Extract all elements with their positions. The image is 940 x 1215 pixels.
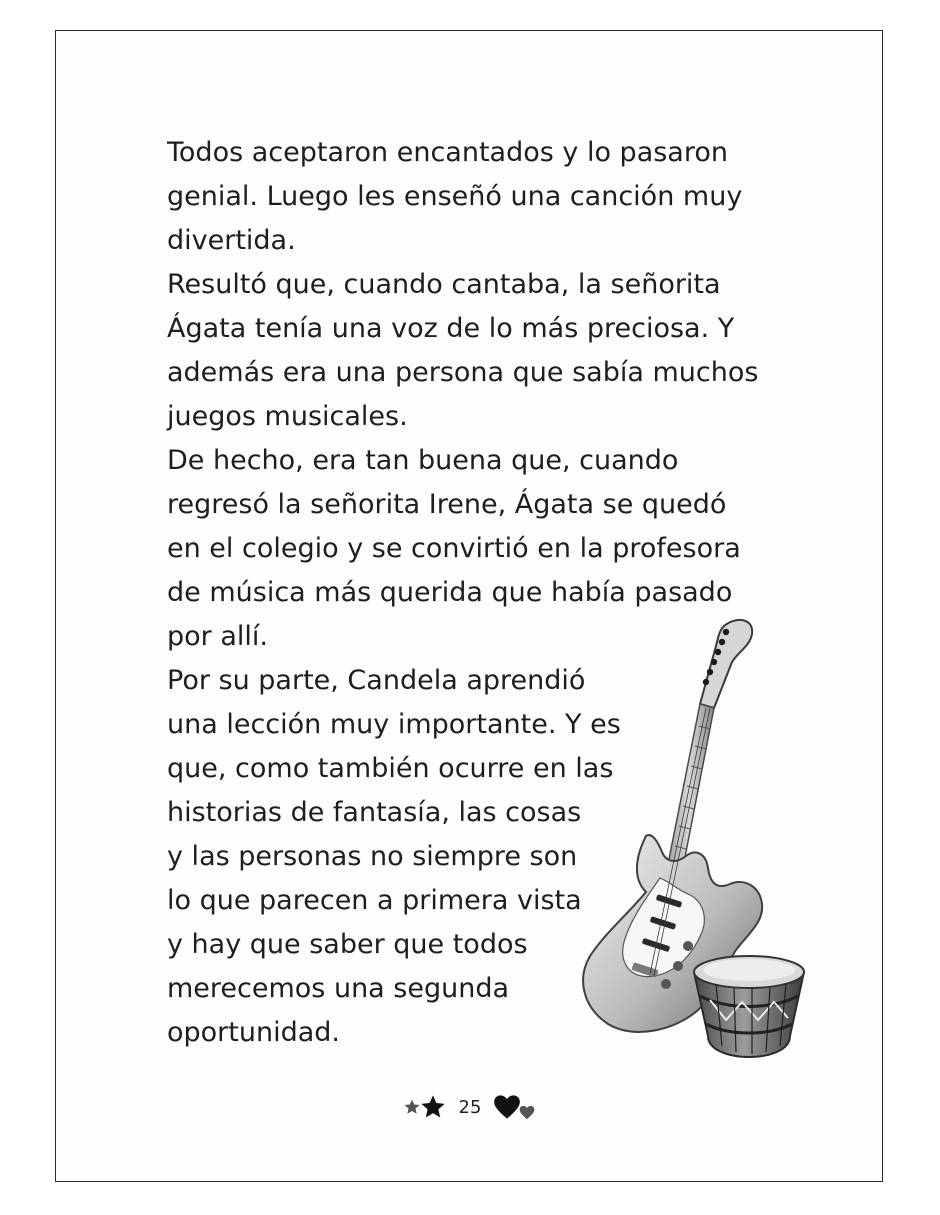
text-line: divertida. xyxy=(167,225,296,256)
text-line: por allí. xyxy=(167,621,268,652)
star-icon xyxy=(419,1093,447,1121)
text-line: de música más querida que había pasado xyxy=(167,577,733,608)
text-line: merecemos una segunda xyxy=(167,973,510,1004)
text-line: Ágata tenía una voz de lo más preciosa. Y xyxy=(167,313,735,344)
text-line: De hecho, era tan buena que, cuando xyxy=(167,445,679,476)
text-line: que, como también ocurre en las xyxy=(167,753,614,784)
page-footer xyxy=(56,1093,882,1121)
book-page xyxy=(55,30,883,1182)
text-line: historias de fantasía, las cosas xyxy=(167,797,582,828)
text-line: Por su parte, Candela aprendió xyxy=(167,665,586,696)
text-line: una lección muy importante. Y es xyxy=(167,709,621,740)
text-line: lo que parecen a primera vista xyxy=(167,885,582,916)
text-line: y las personas no siempre son xyxy=(167,841,578,872)
page-number: 25 xyxy=(458,1096,482,1118)
text-line: en el colegio y se convirtió en la profesora xyxy=(167,533,741,564)
text-line: además era una persona que sabía muchos xyxy=(167,357,759,388)
small-heart-icon xyxy=(519,1105,535,1120)
text-line: oportunidad. xyxy=(167,1017,340,1048)
text-line: Todos aceptaron encantados y lo pasaron xyxy=(167,137,728,168)
text-line: genial. Luego les enseñó una canción muy xyxy=(167,181,743,212)
heart-icon xyxy=(493,1094,521,1120)
text-line: Resultó que, cuando cantaba, la señorita xyxy=(167,269,721,300)
text-line: y hay que saber que todos xyxy=(167,929,528,960)
text-line: juegos musicales. xyxy=(167,401,408,432)
text-line: regresó la señorita Irene, Ágata se quedó xyxy=(167,489,727,520)
music-illustration xyxy=(576,616,806,1076)
drum-icon xyxy=(694,956,804,1057)
